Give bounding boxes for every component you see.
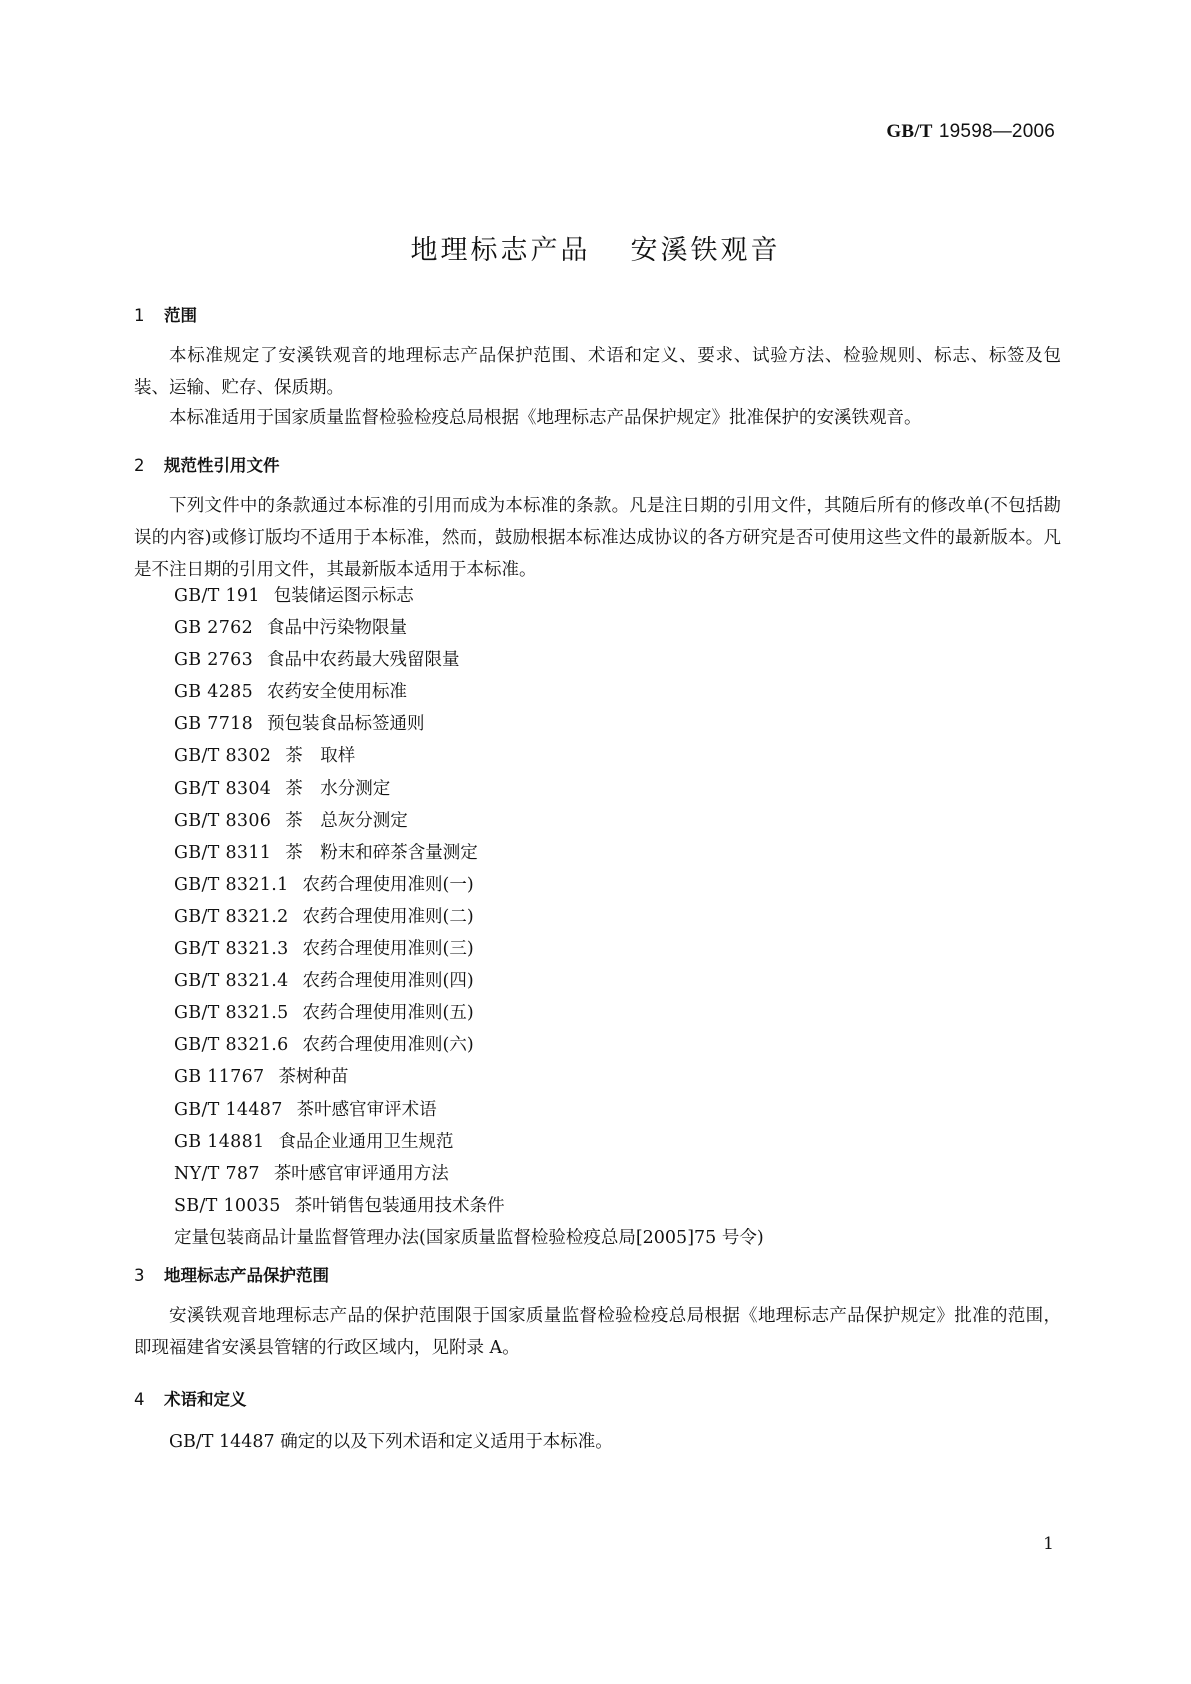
reference-item bbox=[174, 1222, 764, 1254]
section-4-heading bbox=[134, 1386, 247, 1410]
section-1-paragraph-1: 本标准规定了安溪铁观音的地理标志产品保护范围、术语和定义、要求、试验方法、检验规则、标志、标签及包装、运输、贮存、保质期。 bbox=[134, 346, 1061, 398]
reference-title: 茶叶感官审评通用方法 bbox=[273, 1163, 449, 1184]
reference-item bbox=[174, 805, 764, 837]
section-1-heading bbox=[134, 302, 197, 326]
section-2-paragraph-1: 下列文件中的条款通过本标准的引用而成为本标准的条款。凡是注日期的引用文件，其随后所有的修改单(不包括勘误的内容)或修订版均不适用于本标准，然而，鼓励根据本标准达成协议的各方研究是否可使用这些文件的最新版本。凡是不注日期的引用文件，其最新版本适用于本标准。 bbox=[134, 496, 1061, 580]
reference-title: 农药合理使用准则(三) bbox=[302, 939, 474, 960]
reference-title: 茶 取样 bbox=[285, 746, 356, 767]
reference-item bbox=[174, 708, 764, 740]
reference-item bbox=[174, 901, 764, 933]
reference-code: GB/T 8321.3 bbox=[174, 939, 289, 960]
reference-title: 茶叶感官审评术语 bbox=[296, 1099, 437, 1120]
section-4-paragraph-1: GB/T 14487 确定的以及下列术语和定义适用于本标准。 bbox=[169, 1432, 613, 1452]
reference-code: GB/T 8304 bbox=[174, 778, 272, 799]
reference-title: 包装储运图示标志 bbox=[273, 586, 414, 606]
reference-code: GB/T 14487 bbox=[174, 1099, 283, 1120]
standard-number: 19598—2006 bbox=[938, 121, 1055, 142]
reference-title: 食品中污染物限量 bbox=[267, 618, 408, 639]
reference-title: 食品企业通用卫生规范 bbox=[278, 1131, 454, 1152]
reference-title: 农药安全使用标准 bbox=[267, 682, 408, 703]
reference-title: 茶 粉末和碎茶含量测定 bbox=[285, 842, 478, 863]
section-number: 2 bbox=[134, 456, 145, 475]
section-2-heading bbox=[134, 452, 280, 476]
section-title: 地理标志产品保护范围 bbox=[164, 1266, 329, 1285]
reference-item bbox=[174, 612, 764, 644]
reference-title: 茶叶销售包装通用技术条件 bbox=[294, 1195, 505, 1216]
reference-title: 茶 总灰分测定 bbox=[285, 810, 408, 831]
reference-item bbox=[174, 1061, 764, 1093]
reference-title: 农药合理使用准则(四) bbox=[302, 971, 474, 992]
document-title bbox=[0, 228, 1191, 267]
title-part-1: 地理标志产品 bbox=[410, 235, 591, 266]
reference-title: 农药合理使用准则(五) bbox=[302, 1003, 474, 1024]
reference-title: 茶树种苗 bbox=[278, 1067, 349, 1088]
normative-references-list bbox=[174, 580, 764, 1254]
reference-item bbox=[174, 740, 764, 772]
reference-code: NY/T 787 bbox=[174, 1163, 260, 1184]
reference-code: GB 2763 bbox=[174, 650, 254, 671]
section-3-heading bbox=[134, 1262, 329, 1286]
reference-item bbox=[174, 773, 764, 805]
reference-code: SB/T 10035 bbox=[174, 1195, 281, 1216]
reference-code: GB/T 8306 bbox=[174, 810, 272, 831]
reference-title: 农药合理使用准则(六) bbox=[302, 1035, 474, 1056]
reference-code: GB/T 191 bbox=[174, 586, 260, 606]
reference-title: 预包装食品标签通则 bbox=[267, 714, 425, 735]
section-title: 术语和定义 bbox=[164, 1390, 247, 1409]
reference-item bbox=[174, 644, 764, 676]
section-1-paragraph-2: 本标准适用于国家质量监督检验检疫总局根据《地理标志产品保护规定》批准保护的安溪铁观音。 bbox=[169, 408, 922, 428]
reference-item bbox=[174, 1190, 764, 1222]
section-number: 4 bbox=[134, 1390, 145, 1409]
reference-item bbox=[174, 1094, 764, 1126]
reference-item bbox=[174, 869, 764, 901]
reference-code: GB/T 8321.6 bbox=[174, 1035, 289, 1056]
reference-code: GB 2762 bbox=[174, 618, 254, 639]
reference-item bbox=[174, 933, 764, 965]
reference-title: 茶 水分测定 bbox=[285, 778, 391, 799]
section-number: 1 bbox=[134, 306, 145, 325]
reference-code: GB/T 8321.2 bbox=[174, 906, 289, 927]
section-title: 规范性引用文件 bbox=[164, 456, 280, 475]
reference-code: GB 4285 bbox=[174, 682, 254, 703]
reference-item bbox=[174, 965, 764, 997]
standard-code bbox=[886, 120, 1055, 143]
section-3-paragraph-1: 安溪铁观音地理标志产品的保护范围限于国家质量监督检验检疫总局根据《地理标志产品保护规定》批准的范围，即现福建省安溪县管辖的行政区域内，见附录 A。 bbox=[134, 1306, 1061, 1358]
reference-item bbox=[174, 837, 764, 869]
reference-code: GB 7718 bbox=[174, 714, 254, 735]
reference-item bbox=[174, 997, 764, 1029]
reference-item bbox=[174, 1126, 764, 1158]
reference-code: GB/T 8321.4 bbox=[174, 971, 289, 992]
reference-item bbox=[174, 676, 764, 708]
reference-title: 食品中农药最大残留限量 bbox=[267, 650, 460, 671]
reference-code: GB/T 8321.1 bbox=[174, 874, 289, 895]
page-number: 1 bbox=[1043, 1534, 1054, 1554]
reference-title: 农药合理使用准则(二) bbox=[302, 906, 474, 927]
standard-prefix: GB/T bbox=[886, 121, 933, 142]
reference-item bbox=[174, 1158, 764, 1190]
reference-code: GB/T 8311 bbox=[174, 842, 272, 863]
section-number: 3 bbox=[134, 1266, 145, 1285]
reference-code: GB 14881 bbox=[174, 1131, 265, 1152]
reference-title: 定量包装商品计量监督管理办法(国家质量监督检验检疫总局[2005]75 号令) bbox=[174, 1227, 764, 1248]
reference-title: 农药合理使用准则(一) bbox=[302, 874, 474, 895]
title-part-2: 安溪铁观音 bbox=[630, 235, 781, 266]
reference-item bbox=[174, 580, 764, 612]
reference-item bbox=[174, 1029, 764, 1061]
reference-code: GB/T 8321.5 bbox=[174, 1003, 289, 1024]
section-title: 范围 bbox=[164, 306, 197, 325]
reference-code: GB 11767 bbox=[174, 1067, 265, 1088]
reference-code: GB/T 8302 bbox=[174, 746, 272, 767]
